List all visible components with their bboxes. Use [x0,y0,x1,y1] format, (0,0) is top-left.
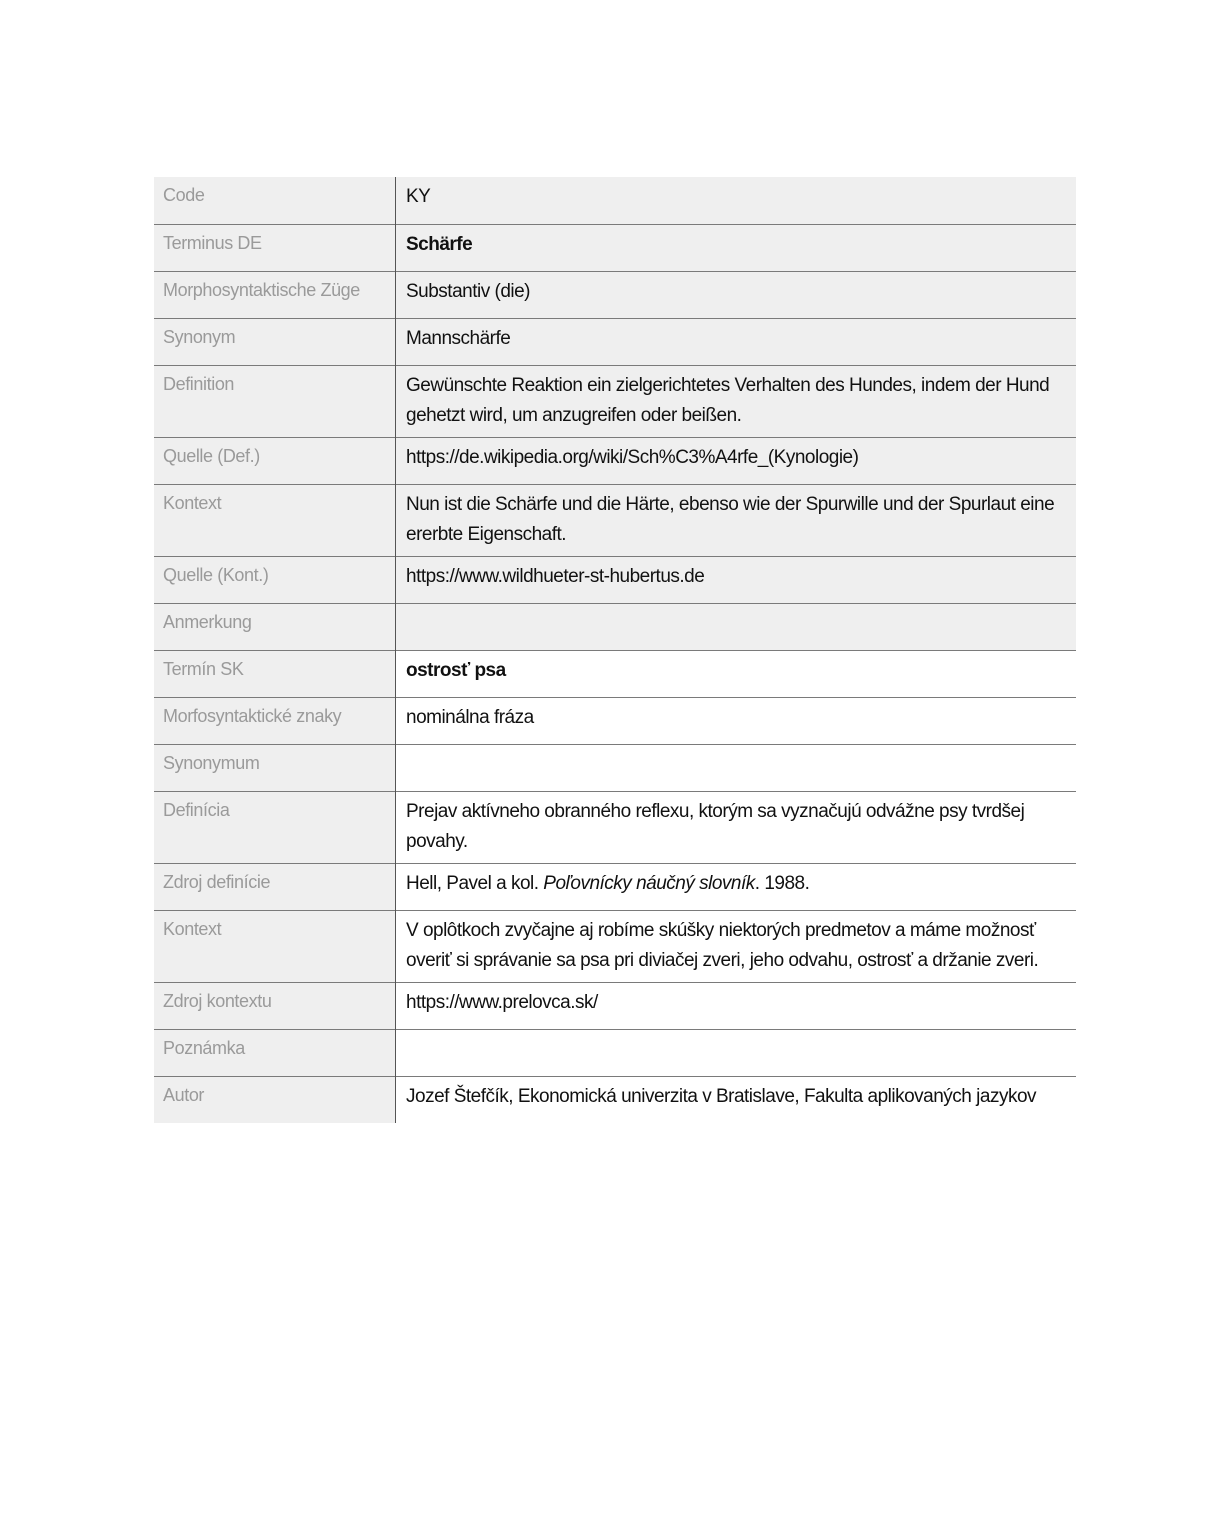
row-label: Kontext [154,910,396,982]
source-link[interactable]: https://www.prelovca.sk/ [396,982,1077,1029]
table-row-source-def [154,437,1076,484]
row-label: Morphosyntaktische Züge [154,271,396,318]
terminology-entry-page [154,177,1076,1123]
term-sk: ostrosť psa [396,650,1077,697]
source-link[interactable]: https://de.wikipedia.org/wiki/Sch%C3%A4rfe_(Kynologie) [396,437,1077,484]
row-label: Autor [154,1076,396,1123]
row-value: V oplôtkoch zvyčajne aj robíme skúšky niektorých predmetov a máme možnosť overiť si správanie sa psa pri diviačej zveri, jeho odvahu, ostrosť a držanie zveri. [396,910,1077,982]
row-label: Definícia [154,791,396,863]
table-row-author [154,1076,1076,1123]
table-row-source-context-de [154,556,1076,603]
row-value: Nun ist die Schärfe und die Härte, ebenso wie der Spurwille und der Spurlaut eine ererbte Eigenschaft. [396,484,1077,556]
row-label: Kontext [154,484,396,556]
row-label: Zdroj definície [154,863,396,910]
table-row-context-de [154,484,1076,556]
row-value: Substantiv (die) [396,271,1077,318]
row-value: Prejav aktívneho obranného reflexu, ktorým sa vyznačujú odvážne psy tvrdšej povahy. [396,791,1077,863]
table-row-term-sk [154,650,1076,697]
row-label: Anmerkung [154,603,396,650]
term-de: Schärfe [396,224,1077,271]
row-label: Zdroj kontextu [154,982,396,1029]
table-row-context-sk [154,910,1076,982]
table-row-note-de [154,603,1076,650]
row-value: KY [396,177,1077,224]
table-row-morphosyntax-sk [154,697,1076,744]
table-row-definition [154,365,1076,437]
table-row-source-context-sk [154,982,1076,1029]
row-label: Quelle (Kont.) [154,556,396,603]
citation-year: . 1988. [754,872,810,894]
row-label: Code [154,177,396,224]
row-label: Synonym [154,318,396,365]
row-value [396,744,1077,791]
row-label: Synonymum [154,744,396,791]
row-value [396,603,1077,650]
row-value [396,863,1077,910]
row-label: Terminus DE [154,224,396,271]
table-row-synonym [154,318,1076,365]
table-row-code [154,177,1076,224]
table-row-source-def-sk [154,863,1076,910]
row-value [396,1029,1077,1076]
citation-author: Hell, Pavel a kol. [406,872,544,894]
table-row-synonym-sk [154,744,1076,791]
row-value: Gewünschte Reaktion ein zielgerichtetes Verhalten des Hundes, indem der Hund gehetzt wird, um anzugreifen oder beißen. [396,365,1077,437]
row-label: Quelle (Def.) [154,437,396,484]
row-label: Poznámka [154,1029,396,1076]
source-link[interactable]: https://www.wildhueter-st-hubertus.de [396,556,1077,603]
row-label: Termín SK [154,650,396,697]
row-value: nominálna fráza [396,697,1077,744]
table-row-definition-sk [154,791,1076,863]
table-row-morphosyntax-de [154,271,1076,318]
row-value: Jozef Štefčík, Ekonomická univerzita v Bratislave, Fakulta aplikovaných jazykov [396,1076,1077,1123]
table-row-note-sk [154,1029,1076,1076]
table-row-terminus-de [154,224,1076,271]
row-value: Mannschärfe [396,318,1077,365]
row-label: Definition [154,365,396,437]
terminology-entry-table [154,177,1076,1123]
citation-title: Poľovnícky náučný slovník [543,872,755,894]
row-label: Morfosyntaktické znaky [154,697,396,744]
